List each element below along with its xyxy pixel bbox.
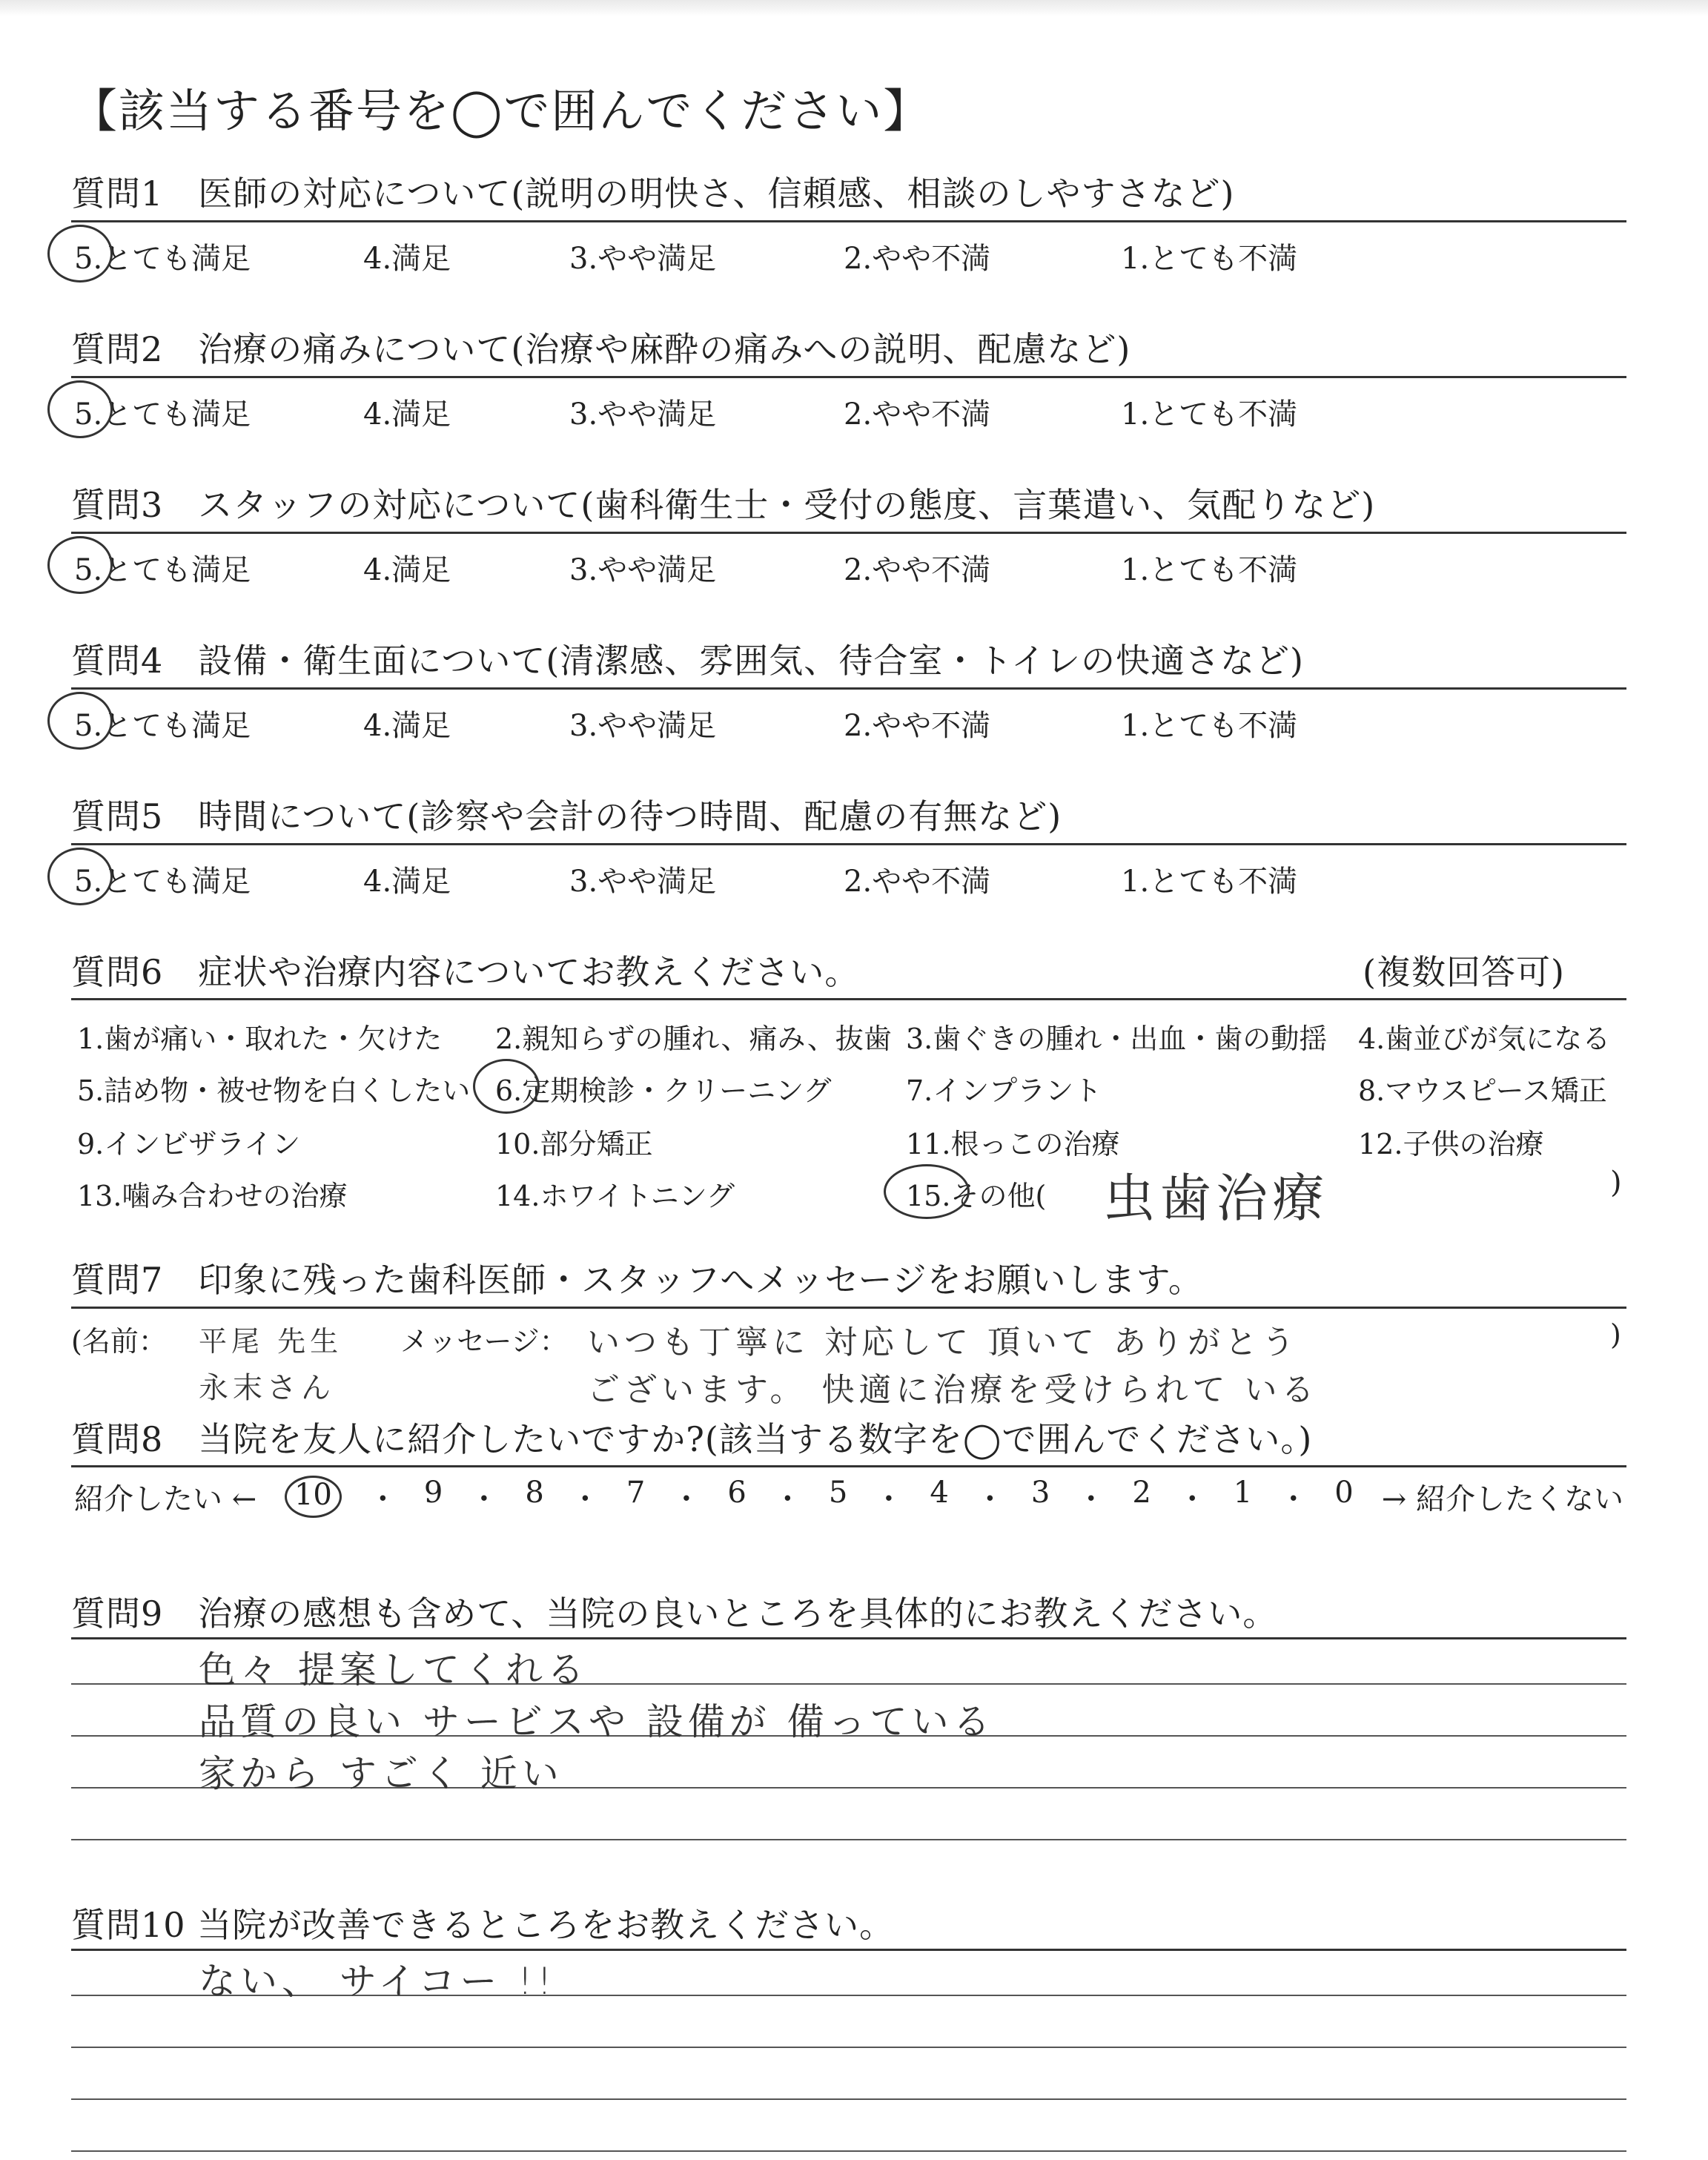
scale-separator: ・ <box>1076 1482 1106 1516</box>
q6-option-14[interactable] <box>495 1173 735 1214</box>
option-label: やや不満 <box>872 242 991 276</box>
q7-title: 質問7 印象に残った歯科医師・スタッフへメッセージをお願いします。 <box>71 1260 1203 1300</box>
option-number: 3. <box>569 709 598 743</box>
option-number: 1. <box>1121 865 1150 899</box>
scale-separator: ・ <box>1177 1482 1208 1516</box>
q7-name-line-1[interactable]: 平尾 先生 <box>199 1325 343 1358</box>
option-label: 歯ぐきの腫れ・出血・歯の動揺 <box>933 1023 1328 1055</box>
option-number: 4. <box>363 242 392 276</box>
q3-option-2[interactable] <box>844 546 990 589</box>
option-number: 5. <box>74 397 103 432</box>
option-label: とても満足 <box>102 242 251 276</box>
option-label: マウスピース矯正 <box>1385 1074 1607 1107</box>
q2-rule <box>71 376 1626 378</box>
q7-name-label: (名前： <box>71 1325 167 1358</box>
scale-value-7[interactable]: 7 <box>626 1476 646 1510</box>
option-label: 子供の治療 <box>1403 1128 1544 1160</box>
q9-answer-1[interactable]: 色々 提案してくれる <box>199 1648 589 1691</box>
q3-rule <box>71 532 1626 534</box>
q8-scale-left-label: 紹介したい ← <box>74 1482 257 1516</box>
q3-selection-circle <box>47 536 113 594</box>
option-label: やや満足 <box>598 709 717 743</box>
option-number: 4. <box>363 865 392 899</box>
option-label: 満足 <box>391 709 451 743</box>
option-label: やや満足 <box>598 865 717 899</box>
q4-option-2[interactable] <box>844 702 990 744</box>
q1-title: 質問1 医師の対応について(説明の明快さ、信頼感、相談のしやすさなど) <box>71 174 1235 214</box>
q4-option-3[interactable] <box>569 702 716 744</box>
q7-close-paren: ) <box>1610 1318 1621 1351</box>
scale-separator: ・ <box>1278 1482 1308 1516</box>
q7-rule <box>71 1307 1626 1309</box>
option-label: やや満足 <box>598 397 717 432</box>
q6-option-2[interactable] <box>495 1016 892 1057</box>
option-number: 7. <box>906 1074 933 1107</box>
option-number: 15. <box>906 1180 951 1212</box>
option-label: とても不満 <box>1149 242 1298 276</box>
scale-value-8[interactable]: 8 <box>525 1476 544 1510</box>
scale-value-0[interactable]: 0 <box>1334 1476 1354 1510</box>
option-label: その他( <box>950 1180 1047 1212</box>
option-label: やや満足 <box>598 242 717 276</box>
option-label: 歯が痛い・取れた・欠けた <box>104 1023 443 1055</box>
option-number: 14. <box>495 1180 540 1212</box>
option-number: 2. <box>844 397 873 432</box>
scale-separator: ・ <box>469 1482 499 1516</box>
option-label: インビザライン <box>104 1128 301 1160</box>
q3-option-1[interactable] <box>1121 546 1297 589</box>
option-number: 5. <box>74 553 103 587</box>
option-number: 5. <box>74 865 103 899</box>
q3-option-4[interactable] <box>363 546 451 589</box>
option-label: とても不満 <box>1149 709 1298 743</box>
option-label: とても不満 <box>1149 397 1298 432</box>
scale-value-10-selected[interactable]: 10 <box>285 1476 342 1518</box>
option-number: 2. <box>844 865 873 899</box>
scanner-edge <box>0 0 1708 16</box>
q3-option-3[interactable] <box>569 546 716 589</box>
option-label: 噛み合わせの治療 <box>122 1180 348 1212</box>
q6-rule <box>71 998 1626 1000</box>
option-number: 5. <box>74 709 103 743</box>
q1-selection-circle <box>47 225 113 283</box>
q9-answer-3[interactable]: 家から すごく 近い <box>199 1752 563 1795</box>
option-number: 1. <box>1121 553 1150 587</box>
q5-option-2[interactable] <box>844 858 990 900</box>
option-number: 4. <box>363 397 392 432</box>
option-label: やや満足 <box>598 553 717 587</box>
q9-rule <box>71 1637 1626 1639</box>
scale-value-1[interactable]: 1 <box>1233 1476 1253 1510</box>
scale-separator: ・ <box>368 1482 398 1516</box>
q6-option-8[interactable] <box>1358 1068 1607 1109</box>
q7-name-line-2[interactable]: 永末さん <box>199 1371 335 1405</box>
option-label: とても満足 <box>102 553 251 587</box>
scale-separator: ・ <box>873 1482 904 1516</box>
q5-option-3[interactable] <box>569 858 716 900</box>
q1-option-3[interactable] <box>569 235 716 277</box>
q4-rule <box>71 687 1626 690</box>
q6-other-handwriting[interactable]: 虫歯治療 <box>1103 1168 1328 1229</box>
q9-line <box>71 1839 1626 1840</box>
q4-selection-circle <box>47 692 113 750</box>
q8-rule <box>71 1465 1626 1467</box>
option-label: やや不満 <box>872 553 991 587</box>
q6-option-13[interactable] <box>77 1173 347 1214</box>
option-number: 12. <box>1358 1128 1403 1160</box>
q2-title: 質問2 治療の痛みについて(治療や麻酔の痛みへの説明、配慮など) <box>71 329 1131 369</box>
q10-line <box>71 2098 1626 2100</box>
option-number: 5. <box>74 242 103 276</box>
option-number: 8. <box>1358 1074 1386 1107</box>
option-label: やや不満 <box>872 709 991 743</box>
option-label: 根っこの治療 <box>950 1128 1120 1160</box>
option-number: 3. <box>569 865 598 899</box>
q6-title: 質問6 症状や治療内容についてお教えください。 <box>71 952 860 992</box>
q10-line <box>71 2047 1626 2048</box>
option-number: 4. <box>1358 1023 1386 1055</box>
q6-option-9[interactable] <box>77 1121 300 1162</box>
option-label: とても満足 <box>102 397 251 432</box>
q6-option-10[interactable] <box>495 1121 652 1162</box>
option-label: とても不満 <box>1149 865 1298 899</box>
option-label: やや不満 <box>872 865 991 899</box>
option-number: 10. <box>495 1128 540 1160</box>
option-label: 詰め物・被せ物を白くしたい <box>104 1074 471 1107</box>
q10-answer-1[interactable]: ない、 サイコー !! <box>199 1960 557 2003</box>
option-number: 2. <box>844 553 873 587</box>
q6-option-12[interactable] <box>1358 1121 1543 1162</box>
q8-title: 質問8 当院を友人に紹介したいですか?(該当する数字を◯で囲んでください。) <box>71 1419 1313 1459</box>
option-label: 部分矯正 <box>540 1128 653 1160</box>
q5-option-1[interactable] <box>1121 858 1297 900</box>
option-number: 9. <box>77 1128 105 1160</box>
q7-message-line-2[interactable]: ございます。 快適に治療を受けられて いる <box>587 1371 1319 1409</box>
q10-line <box>71 2150 1626 2152</box>
q3-title: 質問3 スタッフの対応について(歯科衛生士・受付の態度、言葉遣い、気配りなど) <box>71 485 1376 525</box>
q8-scale <box>74 1476 1623 1518</box>
q6-option-5[interactable] <box>77 1068 470 1109</box>
option-label: ホワイトニング <box>540 1180 735 1212</box>
option-number: 3. <box>906 1023 933 1055</box>
option-label: とても不満 <box>1149 553 1298 587</box>
q1-option-2[interactable] <box>844 235 990 277</box>
q9-answer-2[interactable]: 品質の良い サービスや 設備が 備っている <box>199 1700 995 1743</box>
scale-value-4[interactable]: 4 <box>930 1476 949 1510</box>
option-label: 歯並びが気になる <box>1385 1023 1611 1055</box>
option-number: 1. <box>77 1023 105 1055</box>
option-number: 5. <box>77 1074 105 1107</box>
option-number: 1. <box>1121 709 1150 743</box>
q6-note: (複数回答可) <box>1363 952 1565 992</box>
scale-value-3[interactable]: 3 <box>1030 1476 1050 1510</box>
option-label: やや不満 <box>872 397 991 432</box>
option-label: とても満足 <box>102 709 251 743</box>
option-number: 11. <box>906 1128 951 1160</box>
scale-value-9[interactable]: 9 <box>423 1476 443 1510</box>
q6-option-3[interactable] <box>906 1016 1327 1057</box>
q6-option-1[interactable] <box>77 1016 442 1057</box>
q5-option-4[interactable] <box>363 858 451 900</box>
q2-option-1[interactable] <box>1121 391 1297 433</box>
q2-option-3[interactable] <box>569 391 716 433</box>
q5-rule <box>71 843 1626 845</box>
option-label: 満足 <box>391 397 451 432</box>
option-label: 満足 <box>391 242 451 276</box>
q2-option-4[interactable] <box>363 391 451 433</box>
q6-option-4[interactable] <box>1358 1016 1610 1057</box>
q8-scale-right-label: → 紹介したくない <box>1381 1482 1623 1516</box>
scale-value-2[interactable]: 2 <box>1132 1476 1151 1510</box>
q5-selection-circle <box>47 848 113 905</box>
q7-message-label: メッセージ： <box>400 1325 568 1358</box>
option-number: 1. <box>1121 242 1150 276</box>
option-number: 3. <box>569 242 598 276</box>
option-label: 親知らずの腫れ、痛み、抜歯 <box>522 1023 892 1055</box>
scale-separator: ・ <box>975 1482 1005 1516</box>
q1-option-1[interactable] <box>1121 235 1297 277</box>
option-number: 2. <box>844 242 873 276</box>
option-number: 4. <box>363 553 392 587</box>
option-number: 3. <box>569 397 598 432</box>
q4-option-4[interactable] <box>363 702 451 744</box>
form-instruction: 【該当する番号を◯で囲んでください】 <box>71 84 931 138</box>
q10-title: 質問10 当院が改善できるところをお教えください。 <box>71 1905 895 1945</box>
q4-title: 質問4 設備・衛生面について(清潔感、雰囲気、待合室・トイレの快適さなど) <box>71 641 1304 681</box>
option-number: 2. <box>844 709 873 743</box>
scale-value-5[interactable]: 5 <box>828 1476 848 1510</box>
option-label: 満足 <box>391 553 451 587</box>
q2-selection-circle <box>47 380 113 438</box>
q6-selection-circle <box>473 1059 540 1114</box>
option-label: 定期検診・クリーニング <box>522 1074 832 1107</box>
q6-option-6[interactable] <box>495 1068 832 1109</box>
q2-option-2[interactable] <box>844 391 990 433</box>
scale-separator: ・ <box>671 1482 701 1516</box>
option-label: 満足 <box>391 865 451 899</box>
q1-rule <box>71 220 1626 222</box>
option-number: 3. <box>569 553 598 587</box>
q5-title: 質問5 時間について(診察や会計の待つ時間、配慮の有無など) <box>71 796 1062 836</box>
q6-selection-circle <box>884 1164 970 1219</box>
q10-rule <box>71 1949 1626 1951</box>
option-label: とても満足 <box>102 865 251 899</box>
q6-close-paren: ) <box>1610 1166 1622 1200</box>
option-number: 4. <box>363 709 392 743</box>
scale-separator: ・ <box>772 1482 803 1516</box>
q7-message-line-1[interactable]: いつも丁寧に 対応して 頂いて ありがとう <box>587 1324 1299 1361</box>
q1-option-4[interactable] <box>363 235 451 277</box>
scale-value-6[interactable]: 6 <box>727 1476 747 1510</box>
q6-option-7[interactable] <box>906 1068 1102 1109</box>
q6-option-11[interactable] <box>906 1121 1119 1162</box>
q4-option-1[interactable] <box>1121 702 1297 744</box>
option-number: 1. <box>1121 397 1150 432</box>
option-number: 6. <box>495 1074 523 1107</box>
scale-separator: ・ <box>570 1482 600 1516</box>
option-number: 13. <box>77 1180 122 1212</box>
q9-title: 質問9 治療の感想も含めて、当院の良いところを具体的にお教えください。 <box>71 1593 1278 1634</box>
option-number: 2. <box>495 1023 523 1055</box>
option-label: インプラント <box>933 1074 1102 1107</box>
